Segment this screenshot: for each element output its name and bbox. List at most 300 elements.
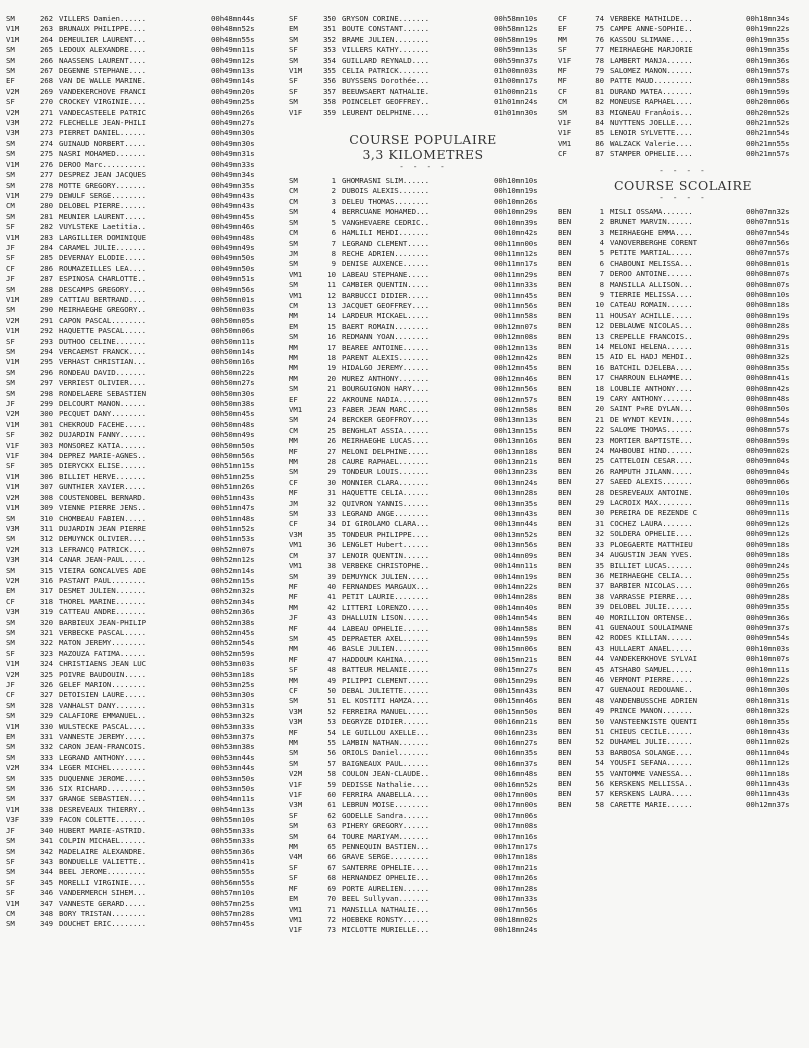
result-name: LEGRAND CLEMENT..... bbox=[342, 238, 429, 248]
result-row bbox=[289, 821, 557, 831]
result-cat: JF bbox=[6, 825, 15, 835]
result-time: 00h12mn13s bbox=[494, 342, 538, 352]
result-name: BRUNET MARVIN...... bbox=[610, 217, 693, 227]
result-row bbox=[558, 800, 808, 810]
result-cat: CF bbox=[558, 14, 567, 23]
result-name: BAERT ROMAIN........ bbox=[342, 321, 429, 331]
result-num: 9 bbox=[599, 289, 604, 299]
result-name: VUYLSTEKE Laetitia.. bbox=[59, 222, 146, 232]
result-name: BONDUELLE VALIETTE.. bbox=[59, 856, 146, 866]
result-num: 20 bbox=[595, 404, 604, 414]
result-name: DI GIROLAMO CLARA... bbox=[342, 519, 429, 529]
result-row bbox=[289, 270, 557, 280]
result-row bbox=[558, 56, 808, 66]
result-num: 323 bbox=[39, 648, 53, 658]
result-num: 309 bbox=[39, 503, 53, 513]
result-num: 41 bbox=[595, 622, 604, 632]
result-num: 357 bbox=[322, 86, 336, 96]
result-name: WALZACK Valerie.... bbox=[610, 138, 693, 148]
result-row bbox=[6, 919, 274, 929]
result-row bbox=[289, 572, 557, 582]
result-time: 00h54mn11s bbox=[211, 794, 255, 804]
result-num: 14 bbox=[595, 341, 604, 351]
result-time: 00h17mn00s bbox=[494, 800, 538, 810]
result-time: 00h10mn39s bbox=[494, 217, 538, 227]
result-name: MANSILLA NATHALIE... bbox=[342, 904, 429, 914]
result-name: DIERYCKX ELISE...... bbox=[59, 461, 146, 471]
result-name: MIGNEAU FranÁois... bbox=[610, 107, 693, 117]
result-cat: MM bbox=[289, 602, 298, 612]
result-cat: SF bbox=[6, 97, 15, 107]
result-name: RONDELAERE SEBASTIEN bbox=[59, 388, 146, 398]
result-time: 00h15mn46s bbox=[494, 696, 538, 706]
result-num: 59 bbox=[327, 779, 336, 789]
result-name: VANTOMME VANESSA... bbox=[610, 768, 693, 778]
result-row bbox=[289, 457, 557, 467]
result-name: LOUBLIE ANTHONY.... bbox=[610, 383, 693, 393]
result-row bbox=[558, 280, 808, 290]
result-cat: SM bbox=[6, 45, 15, 55]
result-name: LEGRAND ANGE........ bbox=[342, 509, 429, 519]
result-cat: BEN bbox=[558, 674, 572, 684]
result-num: 8 bbox=[599, 279, 604, 289]
result-cat: BEN bbox=[558, 612, 572, 622]
result-name: PARENT ALEXIS....... bbox=[342, 352, 429, 362]
result-num: 275 bbox=[39, 149, 53, 159]
result-name: RAMPUTH JILANN..... bbox=[610, 466, 693, 476]
result-time: 00h09mn04s bbox=[746, 466, 790, 476]
result-cat: BEN bbox=[558, 217, 572, 227]
result-time: 00h09mn24s bbox=[746, 560, 790, 570]
result-row bbox=[289, 45, 557, 55]
result-time: 00h16mn27s bbox=[494, 738, 538, 747]
result-row bbox=[6, 222, 274, 232]
result-num: 263 bbox=[39, 24, 53, 34]
result-num: 74 bbox=[595, 14, 604, 23]
result-name: MORILLION ORTENSE.. bbox=[610, 612, 693, 622]
result-time: 00h50mn27s bbox=[211, 378, 255, 388]
result-cat: JM bbox=[289, 248, 298, 258]
result-time: 00h21mn54s bbox=[746, 128, 790, 138]
result-time: 00h08mn32s bbox=[746, 352, 790, 362]
result-num: 346 bbox=[39, 888, 53, 898]
result-row bbox=[6, 597, 274, 607]
result-num: 335 bbox=[39, 773, 53, 783]
result-time: 01h00mn21s bbox=[494, 86, 538, 96]
result-name: HUBERT MARIE-ASTRID. bbox=[59, 825, 146, 835]
result-num: 37 bbox=[595, 581, 604, 591]
result-num: 304 bbox=[39, 451, 53, 461]
result-row bbox=[558, 561, 808, 571]
result-cat: SM bbox=[6, 211, 15, 221]
result-name: VAN DE WALLE MARINE. bbox=[59, 76, 146, 86]
result-row bbox=[558, 748, 808, 758]
result-time: 00h11mn43s bbox=[746, 779, 790, 789]
result-cat: VM1 bbox=[289, 540, 303, 550]
result-name: CARON JEAN-FRANCOIS. bbox=[59, 742, 146, 752]
result-time: 00h13mn16s bbox=[494, 436, 538, 446]
result-cat: SM bbox=[6, 55, 15, 65]
result-cat: V1M bbox=[6, 419, 20, 429]
result-time: 00h19mn36s bbox=[746, 55, 790, 65]
result-num: 29 bbox=[595, 498, 604, 508]
result-row bbox=[289, 852, 557, 862]
result-time: 00h53mn03s bbox=[211, 659, 255, 669]
result-row bbox=[558, 467, 808, 477]
result-time: 00h53mn50s bbox=[211, 773, 255, 783]
result-cat: BEN bbox=[558, 446, 572, 456]
result-name: POINCELET GEOFFREY.. bbox=[342, 97, 429, 107]
result-name: GUENAOUI SOULAIMANE bbox=[610, 622, 693, 632]
result-time: 00h07mn56s bbox=[746, 237, 790, 247]
result-row bbox=[6, 170, 274, 180]
result-time: 00h52mn38s bbox=[211, 617, 255, 627]
result-cat: MF bbox=[558, 66, 567, 76]
result-cat: BEN bbox=[558, 508, 572, 518]
result-num: 18 bbox=[595, 383, 604, 393]
result-time: 00h17mn16s bbox=[494, 831, 538, 841]
result-name: SOLDERA OPHELIE.... bbox=[610, 529, 693, 539]
result-cat: SM bbox=[6, 138, 15, 148]
result-cat: SM bbox=[6, 638, 15, 648]
result-row bbox=[6, 451, 274, 461]
result-name: BEAREE ANTOINE...... bbox=[342, 342, 429, 352]
result-cat: V1M bbox=[6, 898, 20, 908]
result-cat: SM bbox=[6, 378, 15, 388]
result-cat: SM bbox=[6, 305, 15, 315]
result-num: 25 bbox=[327, 425, 336, 435]
result-num: 351 bbox=[322, 24, 336, 34]
result-cat: BEN bbox=[558, 477, 572, 487]
scolaire-title: COURSE SCOLAIRE bbox=[613, 177, 753, 193]
result-row bbox=[558, 394, 808, 404]
result-cat: SM bbox=[6, 149, 15, 159]
result-time: 00h49mn43s bbox=[211, 190, 255, 200]
result-num: 81 bbox=[595, 86, 604, 96]
result-row bbox=[6, 160, 274, 170]
result-num: 31 bbox=[327, 488, 336, 498]
result-num: 52 bbox=[595, 737, 604, 747]
result-row bbox=[289, 509, 557, 519]
result-name: BERRCUANE MOHAMED... bbox=[342, 207, 429, 217]
result-cat: V1F bbox=[289, 779, 303, 789]
result-name: DELOBEL JULIE...... bbox=[610, 602, 693, 612]
result-num: 354 bbox=[322, 55, 336, 65]
result-time: 00h20mn52s bbox=[746, 107, 790, 117]
result-row bbox=[558, 602, 808, 612]
result-row bbox=[558, 352, 808, 362]
result-time: 00h52mn54s bbox=[211, 638, 255, 648]
result-time: 00h49mn50s bbox=[211, 263, 255, 273]
result-time: 00h50mn01s bbox=[211, 294, 255, 304]
result-num: 72 bbox=[327, 914, 336, 924]
result-cat: JF bbox=[6, 399, 15, 409]
result-cat: VM1 bbox=[289, 914, 303, 924]
result-num: 41 bbox=[327, 592, 336, 602]
result-num: 53 bbox=[327, 717, 336, 727]
result-row bbox=[289, 863, 557, 873]
result-cat: SM bbox=[289, 384, 298, 394]
result-num: 317 bbox=[39, 586, 53, 596]
result-cat: SM bbox=[6, 534, 15, 544]
result-name: PASTANT PAUL........ bbox=[59, 575, 146, 585]
result-time: 00h11mn18s bbox=[746, 768, 790, 778]
result-time: 00h10mn11s bbox=[746, 664, 790, 674]
result-cat: SM bbox=[289, 97, 298, 107]
result-cat: BEN bbox=[558, 248, 572, 258]
result-time: 00h14mn19s bbox=[494, 571, 538, 581]
result-name: DELCOURT MANON...... bbox=[59, 399, 146, 409]
result-row bbox=[558, 332, 808, 342]
result-cat: MM bbox=[289, 457, 298, 467]
result-time: 00h53mn50s bbox=[211, 784, 255, 794]
result-num: 35 bbox=[595, 560, 604, 570]
result-time: 00h09mn06s bbox=[746, 477, 790, 487]
result-row bbox=[6, 420, 274, 430]
result-cat: V2M bbox=[6, 575, 20, 585]
result-cat: BEN bbox=[558, 685, 572, 695]
result-time: 00h14mn58s bbox=[494, 623, 538, 633]
result-name: MISLI OSSAMA....... bbox=[610, 206, 693, 216]
result-time: 00h08mn18s bbox=[746, 300, 790, 310]
result-row bbox=[558, 685, 808, 695]
result-row bbox=[6, 128, 274, 138]
result-cat: V1M bbox=[6, 721, 20, 731]
result-name: CHOMBEAU FABIEN..... bbox=[59, 513, 146, 523]
result-time: 00h11mn04s bbox=[746, 747, 790, 757]
result-cat: CF bbox=[6, 690, 15, 700]
scolaire-dashes-top: - - - - bbox=[659, 165, 707, 175]
result-row bbox=[289, 478, 557, 488]
result-num: 33 bbox=[595, 539, 604, 549]
result-cat: BEN bbox=[558, 498, 572, 508]
result-cat: SM bbox=[289, 207, 298, 217]
result-name: NUYTTENS JOELLE.... bbox=[610, 118, 693, 128]
result-num: 307 bbox=[39, 482, 53, 492]
result-num: 34 bbox=[327, 519, 336, 529]
result-num: 326 bbox=[39, 680, 53, 689]
result-num: 62 bbox=[327, 810, 336, 820]
result-time: 00h13mn56s bbox=[494, 540, 538, 550]
result-time: 00h49mn43s bbox=[211, 201, 255, 211]
result-row bbox=[289, 343, 557, 353]
result-name: PETIT LAURIE........ bbox=[342, 592, 429, 602]
result-num: 20 bbox=[327, 373, 336, 383]
result-time: 00h17mn56s bbox=[494, 904, 538, 914]
result-cat: MF bbox=[289, 581, 298, 591]
result-row bbox=[558, 592, 808, 602]
result-num: 37 bbox=[327, 550, 336, 560]
result-name: DESPREZ JEAN JACQUES bbox=[59, 170, 146, 180]
result-cat: MF bbox=[289, 623, 298, 633]
result-row bbox=[6, 76, 274, 86]
result-cat: BEN bbox=[558, 643, 572, 653]
result-row bbox=[558, 623, 808, 633]
result-row bbox=[289, 790, 557, 800]
result-name: MORELLI VIRGINIE.... bbox=[59, 877, 146, 887]
result-name: ORIOLS Daniel....... bbox=[342, 748, 429, 758]
result-cat: V3M bbox=[289, 717, 303, 727]
result-cat: CM bbox=[289, 228, 298, 238]
result-time: 00h50mn49s bbox=[211, 430, 255, 440]
result-name: LENGLET Hubert...... bbox=[342, 540, 429, 550]
result-cat: SM bbox=[6, 846, 15, 856]
result-name: BEEUWSAERT NATHALIE. bbox=[342, 86, 429, 96]
result-time: 00h14mn11s bbox=[494, 561, 538, 571]
result-time: 00h18mn24s bbox=[494, 925, 538, 935]
result-row bbox=[558, 66, 808, 76]
result-row bbox=[558, 581, 808, 591]
result-name: MATON JEREMY........ bbox=[59, 638, 146, 648]
result-num: 55 bbox=[327, 738, 336, 747]
result-num: 66 bbox=[327, 852, 336, 862]
result-time: 00h49mn45s bbox=[211, 211, 255, 221]
result-row bbox=[6, 191, 274, 201]
result-time: 00h51mn26s bbox=[211, 482, 255, 492]
result-num: 17 bbox=[595, 373, 604, 383]
result-time: 00h13mn43s bbox=[494, 509, 538, 519]
result-cat: SM bbox=[558, 107, 567, 117]
result-num: 314 bbox=[39, 555, 53, 565]
result-time: 00h16mn52s bbox=[494, 779, 538, 789]
result-row bbox=[6, 680, 274, 690]
result-time: 00h49mn56s bbox=[211, 284, 255, 294]
result-cat: SM bbox=[289, 821, 298, 831]
result-num: 77 bbox=[595, 45, 604, 55]
result-name: HERNANDEZ OPHELIE... bbox=[342, 873, 429, 883]
result-name: VARRASSE PIERRE.... bbox=[610, 591, 693, 601]
result-time: 00h11mn17s bbox=[494, 259, 538, 269]
result-name: BATCHIL DJELEBA.... bbox=[610, 362, 693, 372]
result-cat: BEN bbox=[558, 258, 572, 268]
result-num: 298 bbox=[39, 388, 53, 398]
result-num: 3 bbox=[599, 227, 604, 237]
result-name: GUENAOUI REDOUANE.. bbox=[610, 685, 693, 695]
result-name: MEIRHAEGHE MARJORIE bbox=[610, 45, 693, 55]
result-time: 00h10mn30s bbox=[746, 685, 790, 695]
result-num: 23 bbox=[595, 435, 604, 445]
result-num: 340 bbox=[39, 825, 53, 835]
result-name: SALOMEZ MANON...... bbox=[610, 66, 693, 76]
result-num: 63 bbox=[327, 821, 336, 831]
result-time: 00h58mn12s bbox=[494, 24, 538, 34]
result-name: GRAVE SERGE......... bbox=[342, 852, 429, 862]
result-num: 46 bbox=[327, 644, 336, 654]
result-time: 00h09mn54s bbox=[746, 633, 790, 643]
result-row bbox=[6, 35, 274, 45]
result-row bbox=[6, 503, 274, 513]
result-num: 27 bbox=[595, 477, 604, 487]
result-cat: SM bbox=[289, 176, 298, 186]
result-name: MAHBOUBI HIND...... bbox=[610, 446, 693, 456]
result-num: 352 bbox=[322, 34, 336, 44]
result-time: 00h13mn13s bbox=[494, 415, 538, 425]
result-row bbox=[289, 561, 557, 571]
result-time: 00h09mn18s bbox=[746, 550, 790, 560]
result-time: 00h53mn31s bbox=[211, 700, 255, 710]
result-row bbox=[558, 207, 808, 217]
result-time: 00h12mn08s bbox=[494, 332, 538, 342]
result-time: 00h49mn30s bbox=[211, 138, 255, 148]
result-cat: MM bbox=[289, 644, 298, 654]
result-cat: EM bbox=[6, 586, 15, 596]
result-name: ESPINOSA CHARLOTTE.. bbox=[59, 274, 146, 284]
result-cat: BEN bbox=[558, 279, 572, 289]
result-time: 00h19mn35s bbox=[746, 34, 790, 44]
result-name: YOUSFI SEFANA...... bbox=[610, 758, 693, 768]
result-name: KERSKENS MELLISSA.. bbox=[610, 779, 693, 789]
result-time: 00h09mn37s bbox=[746, 622, 790, 632]
result-time: 00h17mn18s bbox=[494, 852, 538, 862]
result-row bbox=[6, 97, 274, 107]
result-row bbox=[289, 415, 557, 425]
result-time: 00h51mn52s bbox=[211, 523, 255, 533]
result-row bbox=[558, 550, 808, 560]
result-name: BEEL JEROME......... bbox=[59, 867, 146, 877]
result-cat: V1M bbox=[6, 804, 20, 814]
result-time: 00h16mn21s bbox=[494, 717, 538, 727]
result-num: 22 bbox=[327, 394, 336, 404]
result-time: 00h21mn57s bbox=[746, 149, 790, 159]
result-time: 00h15mn50s bbox=[494, 706, 538, 716]
result-time: 00h08mn10s bbox=[746, 289, 790, 299]
result-num: 287 bbox=[39, 274, 53, 284]
result-num: 2 bbox=[599, 217, 604, 227]
result-cat: VM1 bbox=[289, 269, 303, 279]
result-cat: EM bbox=[6, 732, 15, 742]
result-row bbox=[289, 519, 557, 529]
result-num: 26 bbox=[327, 436, 336, 446]
result-name: DEMEULIER LAURENT... bbox=[59, 34, 146, 44]
result-time: 00h11mn43s bbox=[746, 789, 790, 799]
result-row bbox=[558, 613, 808, 623]
result-name: RONDEAU DAVID....... bbox=[59, 367, 146, 377]
result-time: 00h10mn10s bbox=[494, 176, 538, 186]
result-name: CATTIAU BERTRAND.... bbox=[59, 294, 146, 304]
result-num: 32 bbox=[327, 498, 336, 508]
result-num: 45 bbox=[595, 664, 604, 674]
result-num: 21 bbox=[327, 384, 336, 394]
result-time: 01h01mn24s bbox=[494, 97, 538, 107]
result-num: 3 bbox=[331, 196, 336, 206]
result-row bbox=[289, 301, 557, 311]
result-cat: V1M bbox=[6, 24, 20, 34]
result-cat: SM bbox=[289, 332, 298, 342]
result-row bbox=[558, 238, 808, 248]
result-cat: SF bbox=[558, 45, 567, 55]
result-time: 00h48mn55s bbox=[211, 34, 255, 44]
result-cat: CM bbox=[289, 425, 298, 435]
result-row bbox=[289, 540, 557, 550]
result-name: PEREIRA DE REZENDE C bbox=[610, 508, 697, 518]
result-time: 00h19mn58s bbox=[746, 76, 790, 86]
result-cat: V1M bbox=[6, 659, 20, 669]
result-name: VIEIRA GONCALVES ADE bbox=[59, 565, 146, 575]
result-row bbox=[289, 696, 557, 706]
result-name: CREPELLE FRANCOIS.. bbox=[610, 331, 693, 341]
result-time: 00h08mn57s bbox=[746, 425, 790, 435]
result-time: 00h55mn36s bbox=[211, 846, 255, 856]
result-num: 321 bbox=[39, 627, 53, 637]
result-cat: BEN bbox=[558, 341, 572, 351]
result-cat: BEN bbox=[558, 414, 572, 424]
result-row bbox=[289, 759, 557, 769]
result-cat: BEN bbox=[558, 706, 572, 716]
result-row bbox=[289, 603, 557, 613]
result-num: 344 bbox=[39, 867, 53, 877]
result-num: 2 bbox=[331, 186, 336, 196]
result-row bbox=[289, 374, 557, 384]
